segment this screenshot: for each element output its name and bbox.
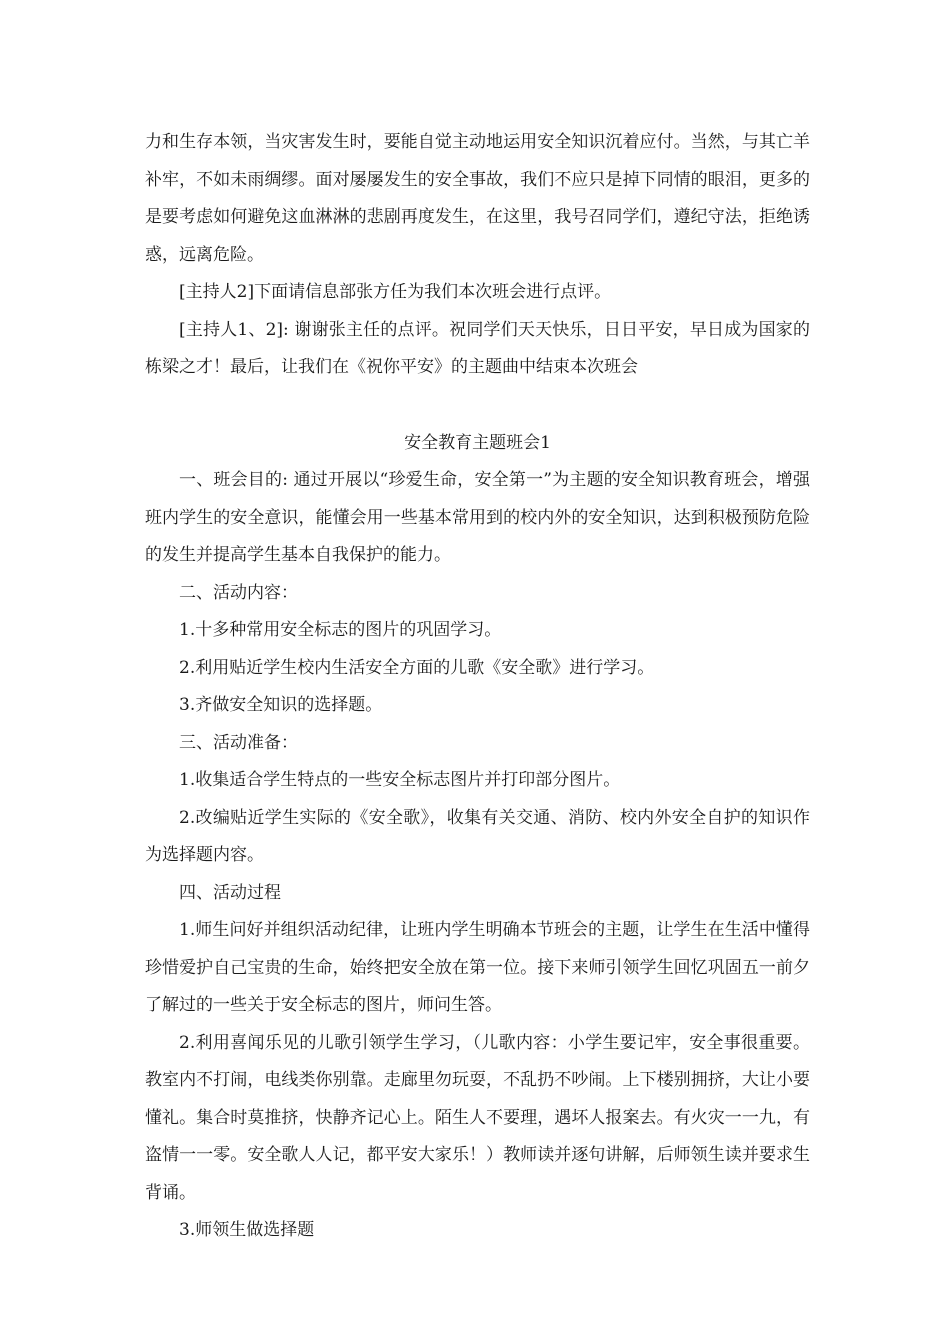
list-item: 1.师生问好并组织活动纪律，让班内学生明确本节班会的主题，让学生在生活中懂得珍惜爱护自己宝贵的生命，始终把安全放在第一位。接下来师引领学生回忆巩固五一前夕了解过的一些关于安全标志的图片，师问生答。 [145,920,810,1015]
list-item: 2.利用喜闻乐见的儿歌引领学生学习，（儿歌内容：小学生要记牢，安全事很重要。教室内不打闹，电线类你别靠。走廊里勿玩耍，不乱扔不吵闹。上下楼别拥挤，大让小要懂礼。集合时莫推挤，快静齐记心上。陌生人不要理，遇坏人报案去。有火灾一一九，有盗情一一零。安全歌人人记，都平安大家乐！）教师读并逐句讲解，后师领生读并要求生背诵。 [145,1032,810,1203]
list-item: 1.收集适合学生特点的一些安全标志图片并打印部分图片。 [179,770,621,790]
list-item: 3.师领生做选择题 [179,1220,315,1240]
paragraph-host2: [主持人2]下面请信息部张方任为我们本次班会进行点评。 [179,282,612,302]
paragraph-host12: [主持人1、2]: 谢谢张主任的点评。祝同学们天天快乐，日日平安，早日成为国家的栋梁之才！最后，让我们在《祝你平安》的主题曲中结束本次班会 [145,319,810,377]
heading-content: 二、活动内容： [179,582,298,603]
list-item: 2.利用贴近学生校内生活安全方面的儿歌《安全歌》进行学习。 [179,657,655,678]
heading-process: 四、活动过程 [179,882,281,903]
document-page [145,124,810,1250]
heading-preparation: 三、活动准备： [179,732,298,753]
list-item: 3.齐做安全知识的选择题。 [179,695,383,715]
paragraph-continued: 力和生存本领，当灾害发生时，要能自觉主动地运用安全知识沉着应付。当然，与其亡羊补牢，不如未雨绸缪。面对屡屡发生的安全事故，我们不应只是掉下同情的眼泪，更多的是要考虑如何避免这血淋淋的悲剧再度发生，在这里，我号召同学们，遵纪守法，拒绝诱惑，远离危险。 [145,132,810,265]
list-item: 2.改编贴近学生实际的《安全歌》，收集有关交通、消防、校内外安全自护的知识作为选择题内容。 [145,807,810,865]
section-title: 安全教育主题班会1 [404,432,551,453]
paragraph-goal: 一、班会目的: 通过开展以“珍爱生命，安全第一”为主题的安全知识教育班会，增强班内学生的安全意识，能懂会用一些基本常用到的校内外的安全知识，达到积极预防危险的发生并提高学生基本自我保护的能力。 [145,470,810,565]
list-item: 1.十多种常用安全标志的图片的巩固学习。 [179,620,502,640]
